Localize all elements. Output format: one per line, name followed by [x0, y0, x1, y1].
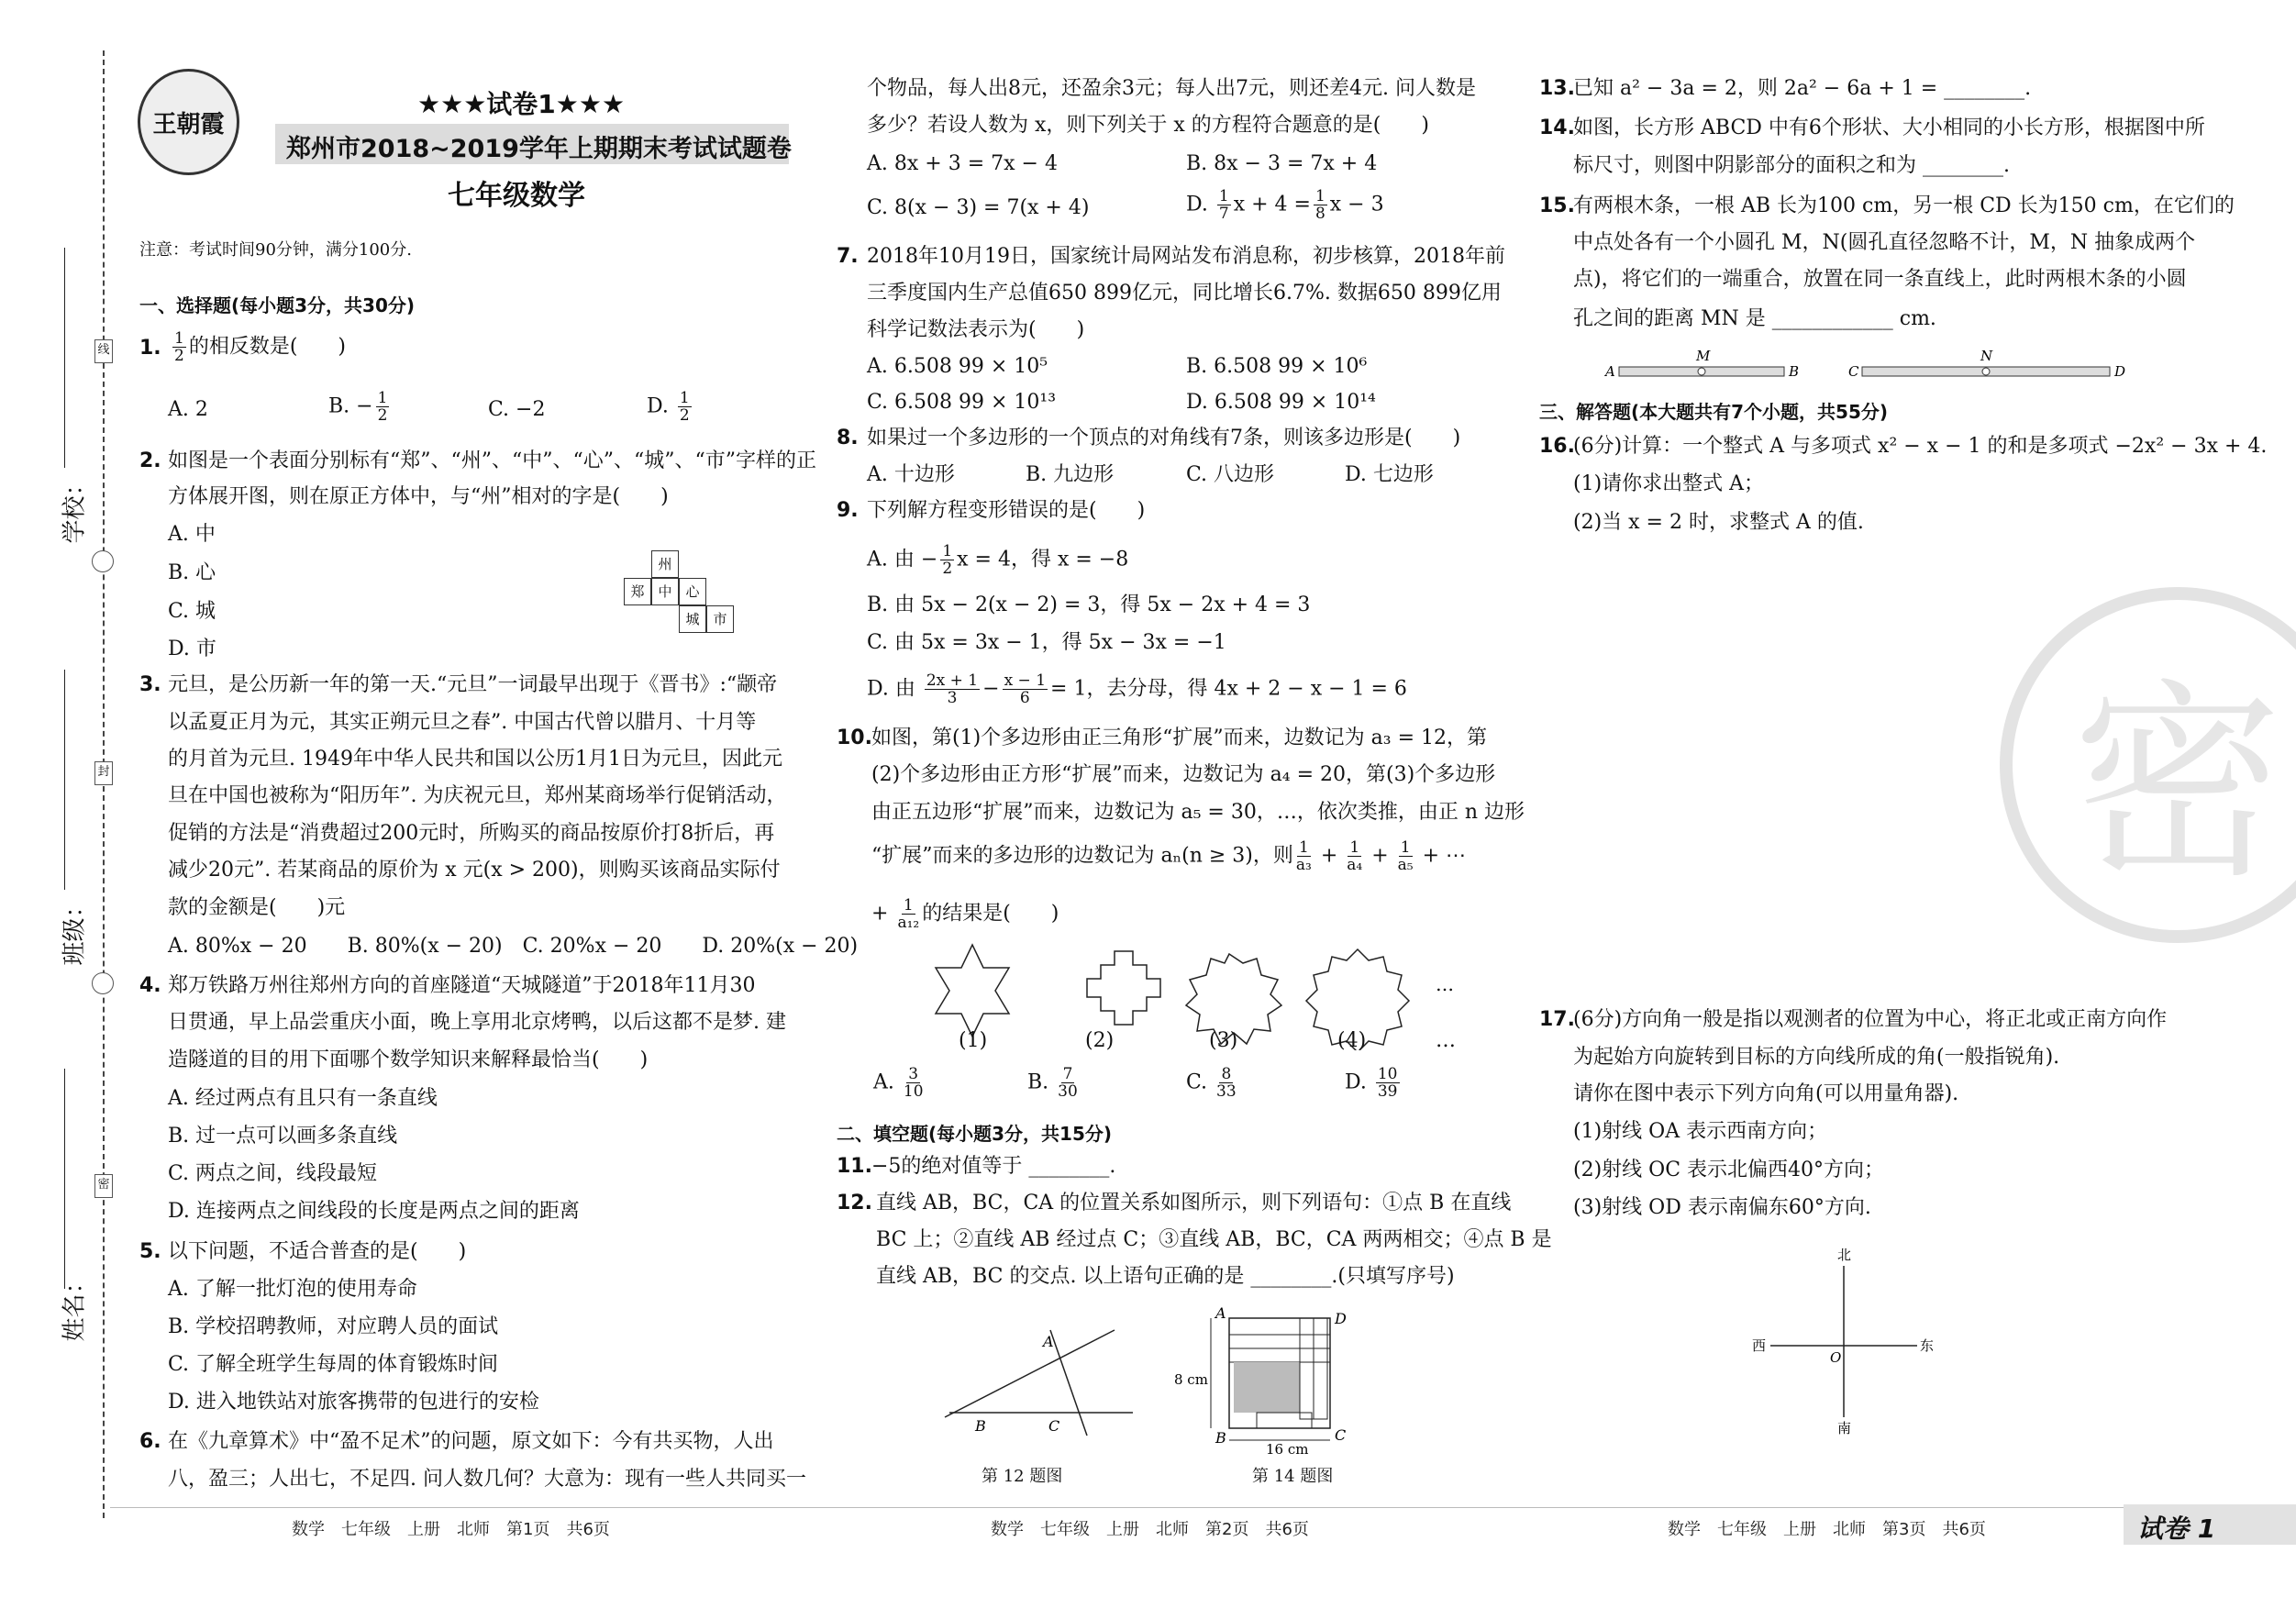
question-text: 如果过一个多边形的一个顶点的对角线有7条，则该多边形是( )	[867, 427, 1461, 449]
figure-14-caption: 第 14 题图	[1252, 1467, 1334, 1486]
star-polygon	[936, 945, 1009, 1037]
figure-label: (1)	[959, 1029, 988, 1052]
question-text: 以孟夏正月为元，其实正朔元旦之春”. 中国古代曾以腊月、十月等	[168, 711, 757, 734]
confidential-watermark: 密	[2000, 587, 2296, 943]
option-d[interactable]: D. 由 $\frac{2x + 1}{3}$ − $\frac{x - 1}{6}$ = 1，去分母，得 4x + 2 − x − 1 = 6	[867, 671, 1407, 707]
origin-label: O	[1830, 1349, 1842, 1366]
vertex-label-A: A	[1215, 1307, 1226, 1322]
east-label: 东	[1920, 1337, 1935, 1354]
binding-mark-feng: 封	[94, 761, 113, 785]
question-text: 已知 a² − 3a = 2，则 2a² − 6a + 1 = ________.	[1573, 77, 2032, 100]
question-number: 8.	[837, 427, 859, 449]
net-cell: 市	[706, 605, 734, 633]
net-cell: 中	[651, 578, 679, 605]
footer-rule	[110, 1507, 2296, 1508]
stick-label-N: N	[1980, 348, 1993, 364]
question-text: 个物品，每人出8元，还盈余3元；每人出7元，则还差4元. 问人数是	[867, 77, 1476, 100]
question-number: 3.	[139, 673, 161, 696]
option-a[interactable]: A. 了解一批灯泡的使用寿命	[168, 1278, 417, 1301]
question-text: 中点处各有一个小圆孔 M，N(圆孔直径忽略不计，M，N 抽象成两个	[1573, 231, 2196, 254]
question-text: 孔之间的距离 MN 是 ____________ cm.	[1573, 307, 1936, 330]
question-number: 1.	[139, 337, 161, 360]
question-text: (2)个多边形由正方形“扩展”而来，边数记为 a₄ = 20，第(3)个多边形	[871, 763, 1496, 786]
net-cell: 城	[679, 605, 706, 633]
question-number: 12.	[837, 1192, 872, 1214]
point-label-B: B	[975, 1417, 986, 1435]
option-d[interactable]: D. $\frac{1}{2}$	[647, 389, 690, 425]
option-a[interactable]: A. 8x + 3 = 7x − 4	[867, 152, 1058, 175]
option-c[interactable]: C. 由 5x = 3x − 1，得 5x − 3x = −1	[867, 631, 1226, 654]
option-c[interactable]: C. 八边形	[1186, 463, 1275, 486]
point-label-C: C	[1048, 1417, 1060, 1435]
question-text: 直线 AB，BC，CA 的位置关系如图所示，则下列语句：①点 B 在直线	[876, 1192, 1512, 1214]
option-c[interactable]: C. −2	[488, 398, 546, 421]
question-text: 如图是一个表面分别标有“郑”、“州”、“中”、“心”、“城”、“市”字样的正	[168, 449, 816, 472]
footer-page-3: 数学 七年级 上册 北师 第3页 共6页	[1668, 1520, 1986, 1539]
question-text: 的月首为元旦. 1949年中华人民共和国以公历1月1日为元旦，因此元	[168, 748, 782, 771]
question-text: −5的绝对值等于 ________.	[871, 1155, 1116, 1178]
question-text: (1)射线 OA 表示西南方向；	[1573, 1120, 1828, 1143]
question-text: (2)当 x = 2 时，求整式 A 的值.	[1573, 511, 1864, 534]
question-text: (6分)方向角一般是指以观测者的位置为中心，将正北或正南方向作	[1573, 1008, 2168, 1031]
exam-subtitle: 七年级数学	[448, 180, 585, 212]
cube-net-figure	[624, 550, 743, 642]
figure-15-sticks	[1601, 344, 2133, 385]
question-text: 标尺寸，则图中阴影部分的面积之和为 ________.	[1573, 154, 2010, 177]
option-d[interactable]: D. 6.508 99 × 10¹⁴	[1186, 391, 1376, 414]
option-b[interactable]: B. 8x − 3 = 7x + 4	[1186, 152, 1378, 175]
question-text: 元旦，是公历新一年的第一天.“元旦”一词最早出现于《晋书》:“颛帝	[168, 673, 778, 696]
question-number: 17.	[1539, 1008, 1575, 1031]
south-label: 南	[1837, 1420, 1852, 1436]
question-text: BC 上；②直线 AB 经过点 C；③直线 AB，BC，CA 两两相交；④点 B 是	[876, 1228, 1552, 1251]
question-text: 多少？若设人数为 x，则下列关于 x 的方程符合题意的是( )	[867, 114, 1429, 137]
question-number: 6.	[139, 1430, 161, 1453]
question-text: (2)射线 OC 表示北偏西40°方向；	[1573, 1159, 1885, 1181]
question-text: 以下问题，不适合普查的是( )	[168, 1240, 467, 1263]
question-text: 由正五边形“扩展”而来，边数记为 a₅ = 30，…，依次类推，由正 n 边形	[871, 801, 1525, 824]
school-line	[64, 248, 65, 468]
exam-note: 注意：考试时间90分钟，满分100分.	[139, 240, 412, 260]
option-b[interactable]: B. 6.508 99 × 10⁶	[1186, 355, 1368, 378]
options-row[interactable]: A. 80%x − 20 B. 80%(x − 20) C. 20%x − 20 D. 20%(x − 20)	[168, 935, 859, 958]
net-cell: 心	[679, 578, 706, 605]
binding-mark-xian: 线	[94, 339, 113, 363]
publisher-logo: 王朝霞	[138, 69, 239, 175]
stick-label-M: M	[1696, 348, 1711, 364]
binding-mark-mi: 密	[94, 1174, 113, 1198]
dimension-label: 16 cm	[1266, 1441, 1309, 1454]
question-text: (3)射线 OD 表示南偏东60°方向.	[1573, 1196, 1871, 1219]
option-c[interactable]: C. 两点之间，线段最短	[168, 1162, 378, 1185]
option-d[interactable]: D. 市	[168, 638, 216, 660]
stick-label-C: C	[1848, 363, 1859, 380]
question-text: 直线 AB，BC 的交点. 以上语句正确的是 ________.(只填写序号)	[876, 1265, 1455, 1288]
option-b[interactable]: B. $\frac{7}{30}$	[1027, 1065, 1078, 1101]
class-label: 班级：	[61, 893, 89, 966]
exam-number: ★★★试卷1★★★	[417, 89, 626, 119]
section-answer-title: 三、解答题(本大题共有7个小题，共55分)	[1539, 401, 1889, 423]
figure-label: (4)	[1337, 1029, 1367, 1052]
question-text: 造隧道的目的用下面哪个数学知识来解释最恰当( )	[168, 1048, 649, 1071]
figure-label: (3)	[1209, 1029, 1238, 1052]
option-a[interactable]: A. 十边形	[867, 463, 955, 486]
question-text: 三季度国内生产总值650 899亿元，同比增长6.7%. 数据650 899亿用	[867, 282, 1502, 305]
question-text: 减少20元”. 若某商品的原价为 x 元(x > 200)，则购买该商品实际付	[168, 859, 781, 882]
option-a[interactable]: A. 经过两点有且只有一条直线	[168, 1087, 438, 1110]
option-b[interactable]: B. 心	[168, 561, 216, 584]
question-text: 2018年10月19日，国家统计局网站发布消息称，初步核算，2018年前	[867, 245, 1505, 268]
question-text: 点)，将它们的一端重合，放置在同一条直线上，此时两根木条的小圆	[1573, 268, 2187, 291]
binding-hole	[92, 550, 114, 572]
option-b[interactable]: B. − $\frac{1}{2}$	[328, 389, 388, 425]
question-text: 科学记数法表示为( )	[867, 318, 1085, 341]
question-number: 2.	[139, 449, 161, 472]
name-line	[64, 1069, 65, 1289]
net-cell: 郑	[624, 578, 651, 605]
ellipsis: …	[1436, 1029, 1456, 1052]
option-b[interactable]: B. 学校招聘教师，对应聘人员的面试	[168, 1315, 499, 1338]
option-b[interactable]: B. 由 5x − 2(x − 2) = 3，得 5x − 2x + 4 = 3	[867, 593, 1311, 616]
question-text: 八，盈三；人出七，不足四. 问人数几何？大意为：现有一些人共同买一	[168, 1468, 806, 1491]
question-text: (1)请你求出整式 A；	[1573, 472, 1765, 495]
stick-label-B: B	[1789, 363, 1800, 380]
option-a[interactable]: A. 由 − $\frac{1}{2}$ x = 4，得 x = −8	[867, 542, 1129, 578]
question-number: 14.	[1539, 116, 1575, 139]
figure-12-lines	[940, 1321, 1142, 1440]
question-text: 为起始方向旋转到目标的方向线所成的角(一般指锐角).	[1573, 1046, 2060, 1069]
option-c[interactable]: C. 6.508 99 × 10¹³	[867, 391, 1057, 414]
figure-12-caption: 第 12 题图	[982, 1467, 1063, 1486]
question-number: 15.	[1539, 194, 1575, 217]
question-text: + $\frac{1}{\text{a₁₂}}$ 的结果是( )	[871, 896, 1059, 932]
compass-axes-figure	[1752, 1243, 1936, 1436]
question-text: (6分)计算：一个整式 A 与多项式 x² − x − 1 的和是多项式 −2x² − 3x + 4.	[1573, 435, 2268, 458]
question-text: “扩展”而来的多边形的边数记为 aₙ(n ≥ 3)，则 $\frac{1}{\text{a₃}}$ + $\frac{1}{\text{a₄}}$ + $\frac{1}{\text{a₅}}$ + ⋯	[871, 838, 1467, 874]
option-a[interactable]: A. 6.508 99 × 10⁵	[867, 355, 1048, 378]
option-b[interactable]: B. 过一点可以画多条直线	[168, 1125, 398, 1148]
question-text: 下列解方程变形错误的是( )	[867, 499, 1146, 522]
question-number: 13.	[1539, 77, 1575, 100]
name-label: 姓名：	[61, 1270, 89, 1342]
option-d[interactable]: D. $\frac{10}{39}$	[1345, 1065, 1398, 1101]
option-c[interactable]: C. $\frac{8}{33}$	[1186, 1065, 1237, 1101]
west-label: 西	[1752, 1337, 1767, 1354]
question-number: 5.	[139, 1240, 161, 1263]
binding-hole	[92, 972, 114, 994]
footer-page-2: 数学 七年级 上册 北师 第2页 共6页	[991, 1520, 1309, 1539]
section-fill-title: 二、填空题(每小题3分，共15分)	[837, 1123, 1113, 1145]
option-c[interactable]: C. 城	[168, 600, 216, 623]
question-number: 11.	[837, 1155, 872, 1178]
footer-page-1: 数学 七年级 上册 北师 第1页 共6页	[292, 1520, 610, 1539]
section-choice-title: 一、选择题(每小题3分，共30分)	[139, 294, 416, 316]
stick-label-A: A	[1605, 363, 1615, 380]
option-a[interactable]: A. $\frac{3}{10}$	[873, 1065, 924, 1101]
option-a[interactable]: A. 2	[168, 398, 208, 421]
option-d[interactable]: D. $\frac{1}{7}$ x + 4 = $\frac{1}{8}$ x − 3	[1186, 187, 1384, 223]
question-text: 的相反数是( )	[188, 335, 346, 359]
option-c[interactable]: C. 8(x − 3) = 7(x + 4)	[867, 196, 1090, 219]
school-label: 学校：	[61, 471, 89, 544]
question-text: 有两根木条，一根 AB 长为100 cm，另一根 CD 长为150 cm，在它们的	[1573, 194, 2235, 217]
question-text: 方体展开图，则在原正方体中，与“州”相对的字是( )	[168, 485, 669, 508]
cross-polygon	[1087, 951, 1160, 1025]
question-text: 促销的方法是“消费超过200元时，所购买的商品按原价打8折后，再	[168, 822, 775, 845]
question-number: 4.	[139, 974, 161, 997]
option-a[interactable]: A. 中	[168, 523, 216, 546]
stick-label-D: D	[2114, 363, 2126, 380]
question-text: 郑万铁路万州往郑州方向的首座隧道“天城隧道”于2018年11月30	[168, 974, 756, 997]
question-text: 在《九章算术》中“盈不足术”的问题，原文如下：今有共买物，人出	[168, 1430, 774, 1453]
class-line	[64, 670, 65, 890]
question-text: 日贯通，早上品尝重庆小面，晚上享用北京烤鸭，以后这都不是梦. 建	[168, 1011, 786, 1034]
dimension-label: 8 cm	[1174, 1371, 1208, 1388]
vertex-label-C: C	[1335, 1426, 1347, 1444]
exam-title: 郑州市2018~2019学年上期期末考试试题卷	[286, 135, 792, 163]
footer-exam-tag: 试卷 1	[2137, 1514, 2216, 1544]
option-d[interactable]: D. 连接两点之间线段的长度是两点之间的距离	[168, 1200, 580, 1223]
question-text: 如图，长方形 ABCD 中有6个形状、大小相同的小长方形，根据图中所	[1573, 116, 2205, 139]
figure-14-rectangle	[1165, 1307, 1403, 1454]
question-number: 16.	[1539, 435, 1575, 458]
ellipsis: …	[1436, 973, 1454, 995]
option-c[interactable]: C. 了解全班学生每周的体育锻炼时间	[168, 1353, 499, 1376]
question-number: 10.	[837, 726, 872, 749]
option-d[interactable]: D. 七边形	[1345, 463, 1434, 486]
vertex-label-B: B	[1215, 1429, 1226, 1447]
north-label: 北	[1837, 1247, 1852, 1263]
question-text: 款的金额是( )元	[168, 896, 346, 919]
question-text: 如图，第(1)个多边形由正三角形“扩展”而来，边数记为 a₃ = 12，第	[871, 726, 1488, 749]
vertex-label-D: D	[1335, 1310, 1347, 1327]
net-cell: 州	[651, 550, 679, 578]
option-b[interactable]: B. 九边形	[1026, 463, 1115, 486]
question-number: 7.	[837, 245, 859, 268]
question-text: 请你在图中表示下列方向角(可以用量角器).	[1573, 1082, 1959, 1105]
question-text: 旦在中国也被称为“阳历年”. 为庆祝元旦，郑州某商场举行促销活动，	[168, 784, 787, 807]
fraction: $\frac{1}{2}$	[174, 329, 184, 365]
option-d[interactable]: D. 进入地铁站对旅客携带的包进行的安检	[168, 1391, 539, 1414]
question-number: 9.	[837, 499, 859, 522]
point-label-A: A	[1043, 1333, 1054, 1350]
figure-label: (2)	[1085, 1029, 1115, 1052]
